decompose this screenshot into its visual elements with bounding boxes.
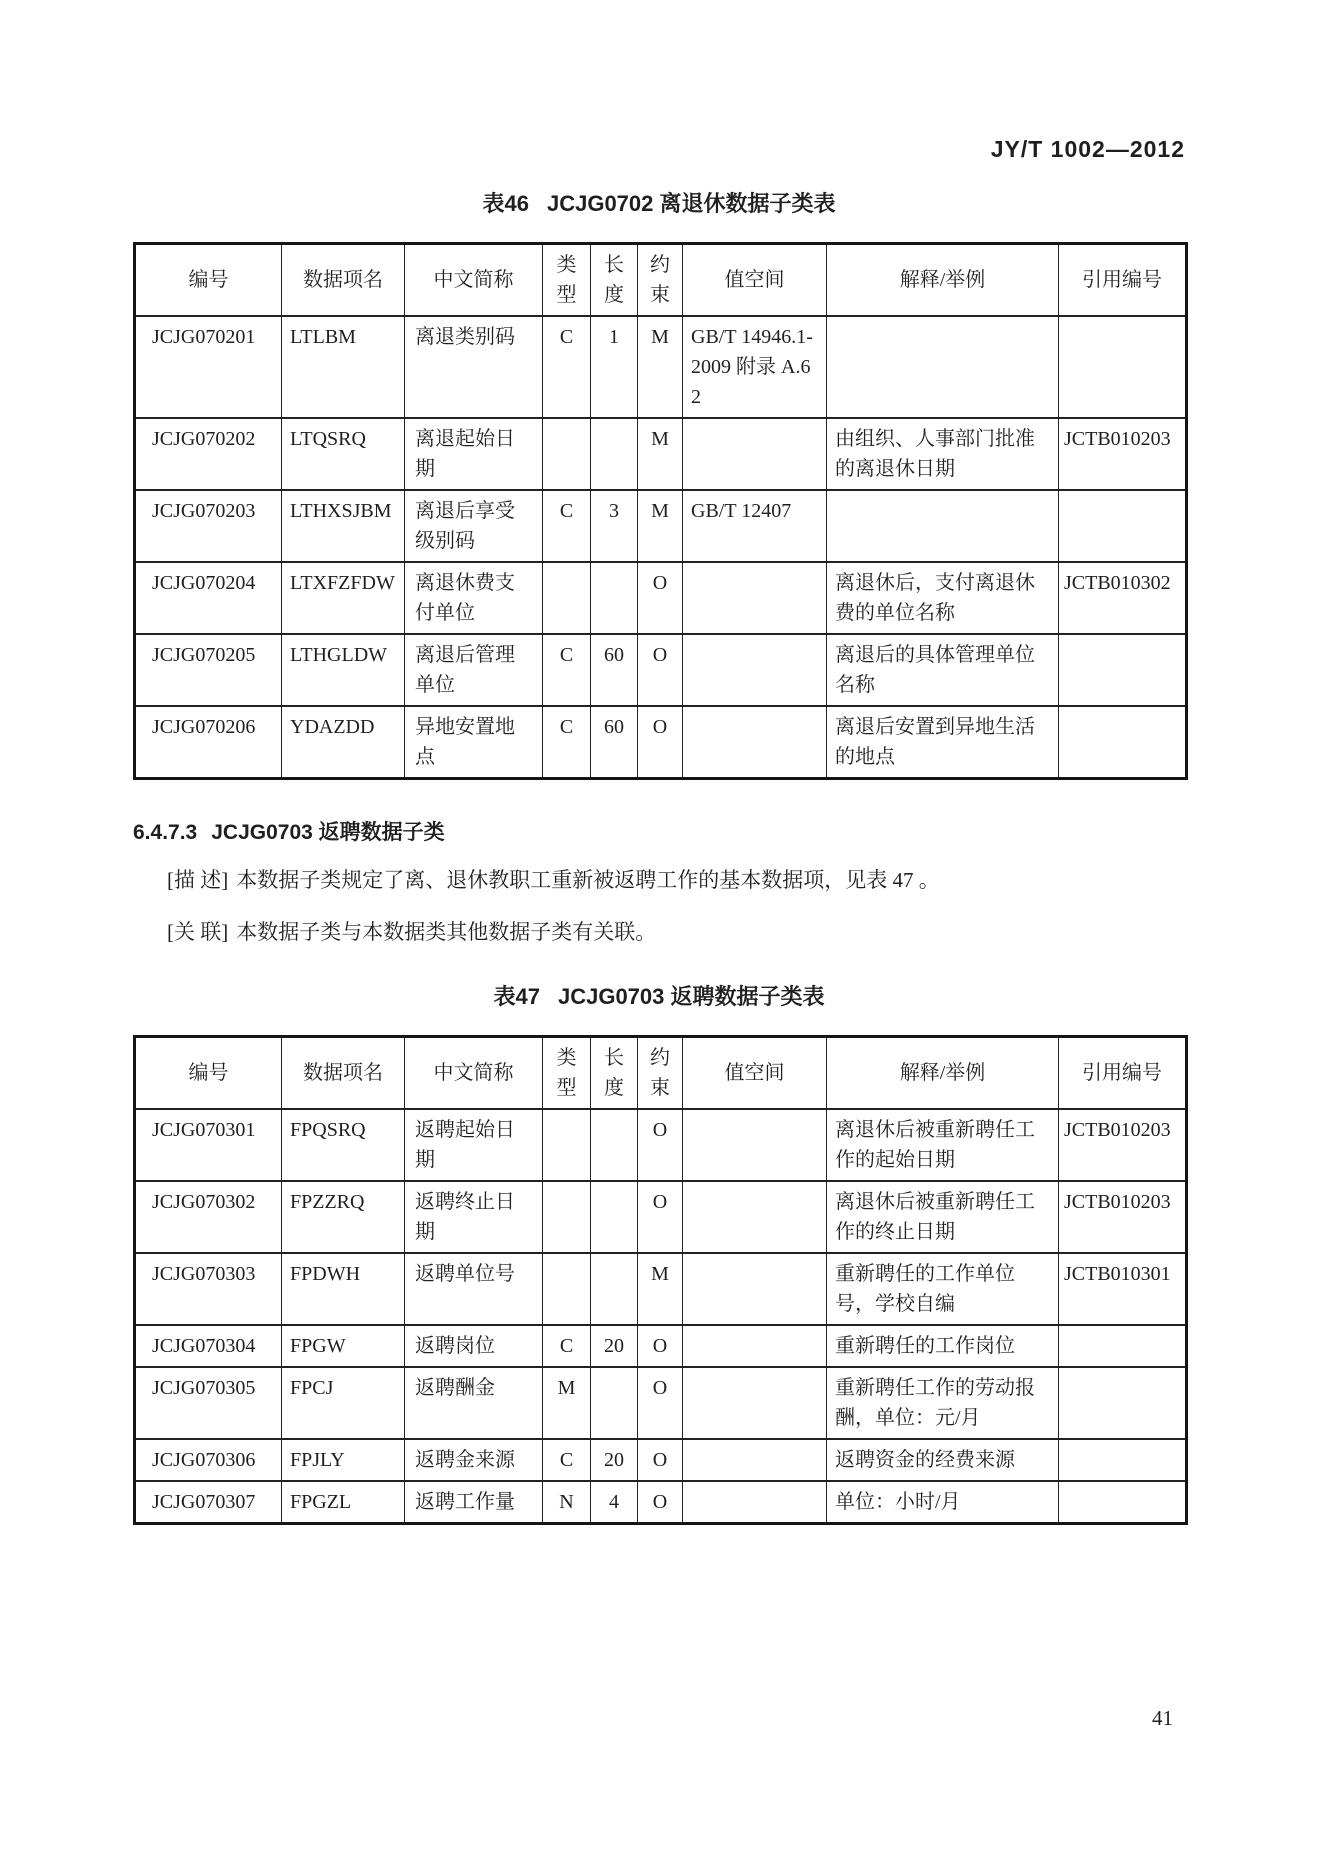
table-cell: 离退休后，支付离退休费的单位名称	[827, 562, 1059, 634]
table-cell: 离退休费支付单位	[405, 562, 543, 634]
description-text: 本数据子类规定了离、退休教职工重新被返聘工作的基本数据项，见表 47 。	[236, 868, 940, 892]
table-row	[135, 562, 1187, 634]
table-row	[135, 1439, 1187, 1481]
table-46-retirement-data-subclass	[133, 242, 1188, 780]
table-cell: 离退类别码	[405, 316, 543, 418]
table-cell: JCTB010301	[1059, 1253, 1187, 1325]
table-cell: JCTB010302	[1059, 562, 1187, 634]
table-cell	[1059, 706, 1187, 779]
table-cell: JCJG070204	[135, 562, 282, 634]
table-cell	[683, 1439, 827, 1481]
table-cell: 返聘酬金	[405, 1367, 543, 1439]
table-cell: O	[638, 1439, 683, 1481]
column-header: 长度	[591, 244, 638, 317]
table-cell: M	[543, 1367, 591, 1439]
table-cell: 返聘工作量	[405, 1481, 543, 1524]
table-cell	[1059, 1367, 1187, 1439]
table-cell: JCJG070203	[135, 490, 282, 562]
column-header: 中文简称	[405, 1037, 543, 1110]
table-cell: JCJG070205	[135, 634, 282, 706]
table-cell: JCJG070202	[135, 418, 282, 490]
table-cell	[683, 1109, 827, 1181]
table-cell	[683, 634, 827, 706]
table-cell: FPCJ	[282, 1367, 405, 1439]
column-header: 编号	[135, 1037, 282, 1110]
table-cell	[827, 316, 1059, 418]
column-header: 解释/举例	[827, 1037, 1059, 1110]
table-cell: JCTB010203	[1059, 1181, 1187, 1253]
table-row	[135, 490, 1187, 562]
table-row	[135, 1181, 1187, 1253]
table-cell: JCJG070303	[135, 1253, 282, 1325]
table-cell: 离退后管理单位	[405, 634, 543, 706]
relation-text: 本数据子类与本数据类其他数据子类有关联。	[236, 920, 657, 944]
table47-caption-number: 表47	[493, 984, 540, 1009]
table-cell	[591, 1109, 638, 1181]
table47-caption-title: JCJG0703 返聘数据子类表	[557, 984, 825, 1009]
section-heading	[133, 816, 1185, 846]
table-row	[135, 418, 1187, 490]
table-cell: 离退起始日期	[405, 418, 543, 490]
table-cell: YDAZDD	[282, 706, 405, 779]
table-cell: FPDWH	[282, 1253, 405, 1325]
table-cell	[1059, 1325, 1187, 1367]
column-header: 值空间	[683, 244, 827, 317]
table-cell: 返聘金来源	[405, 1439, 543, 1481]
table-cell: 20	[591, 1439, 638, 1481]
table-cell	[591, 1181, 638, 1253]
table-row	[135, 1367, 1187, 1439]
table-cell: 重新聘任的工作岗位	[827, 1325, 1059, 1367]
column-header: 长度	[591, 1037, 638, 1110]
relation-label: [关 联]	[167, 920, 229, 944]
table-cell: 离退休后被重新聘任工作的起始日期	[827, 1109, 1059, 1181]
table-cell: O	[638, 1181, 683, 1253]
table-cell: C	[543, 316, 591, 418]
table-cell: GB/T 14946.1-2009 附录 A.62	[683, 316, 827, 418]
column-header: 解释/举例	[827, 244, 1059, 317]
column-header: 数据项名	[282, 244, 405, 317]
table-cell: LTLBM	[282, 316, 405, 418]
table-cell: 返聘终止日期	[405, 1181, 543, 1253]
page-number: 41	[1152, 1706, 1173, 1730]
table-cell	[683, 1181, 827, 1253]
table-cell	[683, 1325, 827, 1367]
table-cell: JCJG070201	[135, 316, 282, 418]
document-code: JY/T 1002—2012	[990, 136, 1185, 162]
table-cell: O	[638, 562, 683, 634]
column-header: 编号	[135, 244, 282, 317]
description-paragraph	[133, 862, 1185, 898]
column-header: 引用编号	[1059, 1037, 1187, 1110]
table-cell: LTHGLDW	[282, 634, 405, 706]
table-row	[135, 706, 1187, 779]
table-cell: 由组织、人事部门批准的离退休日期	[827, 418, 1059, 490]
column-header: 类型	[543, 244, 591, 317]
table-cell: 离退后安置到异地生活的地点	[827, 706, 1059, 779]
table-cell: O	[638, 706, 683, 779]
table-cell: M	[638, 316, 683, 418]
table-cell	[543, 1181, 591, 1253]
table-47-rehire-data-subclass	[133, 1035, 1188, 1525]
table-cell: 返聘单位号	[405, 1253, 543, 1325]
table-cell	[683, 562, 827, 634]
table-cell: LTXFZFDW	[282, 562, 405, 634]
table-cell: JCJG070304	[135, 1325, 282, 1367]
table-cell	[683, 418, 827, 490]
table-cell: 1	[591, 316, 638, 418]
table-cell: 异地安置地点	[405, 706, 543, 779]
table-cell	[1059, 1481, 1187, 1524]
table-cell	[683, 1367, 827, 1439]
table-cell: JCJG070206	[135, 706, 282, 779]
table-cell: 60	[591, 634, 638, 706]
table-cell: JCJG070302	[135, 1181, 282, 1253]
table-cell: FPGW	[282, 1325, 405, 1367]
table-cell: O	[638, 1481, 683, 1524]
table-cell: N	[543, 1481, 591, 1524]
table-cell: C	[543, 634, 591, 706]
table-cell: C	[543, 490, 591, 562]
table-cell	[1059, 1439, 1187, 1481]
table-cell	[591, 562, 638, 634]
column-header: 约束	[638, 1037, 683, 1110]
table-row	[135, 1109, 1187, 1181]
column-header: 引用编号	[1059, 244, 1187, 317]
table-cell: 返聘资金的经费来源	[827, 1439, 1059, 1481]
table-row	[135, 634, 1187, 706]
table-cell: O	[638, 1325, 683, 1367]
table-cell: FPJLY	[282, 1439, 405, 1481]
table-cell	[1059, 316, 1187, 418]
table-cell	[591, 1367, 638, 1439]
table-cell: C	[543, 1325, 591, 1367]
table-row	[135, 1325, 1187, 1367]
table-cell: C	[543, 1439, 591, 1481]
table-cell: JCJG070305	[135, 1367, 282, 1439]
table-cell: FPZZRQ	[282, 1181, 405, 1253]
table-cell: 返聘起始日期	[405, 1109, 543, 1181]
section-title: JCJG0703 返聘数据子类	[211, 821, 445, 844]
table-cell: LTQSRQ	[282, 418, 405, 490]
table-cell	[683, 1253, 827, 1325]
table-cell	[591, 418, 638, 490]
table46-caption-number: 表46	[482, 191, 529, 216]
table-cell: 重新聘任的工作单位号，学校自编	[827, 1253, 1059, 1325]
table-header-row	[135, 1037, 1187, 1110]
column-header: 中文简称	[405, 244, 543, 317]
table-header-row	[135, 244, 1187, 317]
relation-paragraph	[133, 914, 1185, 950]
table-cell: 离退后的具体管理单位名称	[827, 634, 1059, 706]
table-row	[135, 316, 1187, 418]
table-cell	[543, 562, 591, 634]
table-cell: O	[638, 1367, 683, 1439]
table-row	[135, 1253, 1187, 1325]
table-cell: 离退休后被重新聘任工作的终止日期	[827, 1181, 1059, 1253]
table-cell: M	[638, 1253, 683, 1325]
table-cell	[543, 418, 591, 490]
table-cell: 3	[591, 490, 638, 562]
table-cell: 重新聘任工作的劳动报酬，单位：元/月	[827, 1367, 1059, 1439]
table-cell	[683, 1481, 827, 1524]
table-cell: JCTB010203	[1059, 418, 1187, 490]
table-cell: 20	[591, 1325, 638, 1367]
table-cell: C	[543, 706, 591, 779]
table-cell: JCJG070306	[135, 1439, 282, 1481]
column-header: 数据项名	[282, 1037, 405, 1110]
column-header: 类型	[543, 1037, 591, 1110]
table-cell: M	[638, 418, 683, 490]
description-label: [描 述]	[167, 868, 229, 892]
table-cell	[683, 706, 827, 779]
table-cell: JCJG070301	[135, 1109, 282, 1181]
table-cell: JCTB010203	[1059, 1109, 1187, 1181]
section-number: 6.4.7.3	[133, 821, 198, 844]
table-cell: GB/T 12407	[683, 490, 827, 562]
table46-caption	[133, 187, 1185, 218]
table-cell	[1059, 634, 1187, 706]
table-cell: JCJG070307	[135, 1481, 282, 1524]
table-cell	[1059, 490, 1187, 562]
table-row	[135, 1481, 1187, 1524]
table-cell: FPGZL	[282, 1481, 405, 1524]
table-cell: 4	[591, 1481, 638, 1524]
table-cell: 返聘岗位	[405, 1325, 543, 1367]
table47-caption	[133, 980, 1185, 1011]
table-cell	[543, 1253, 591, 1325]
table-cell: 离退后享受级别码	[405, 490, 543, 562]
table-cell: O	[638, 634, 683, 706]
table-cell: 60	[591, 706, 638, 779]
table-cell	[543, 1109, 591, 1181]
column-header: 值空间	[683, 1037, 827, 1110]
table-cell: FPQSRQ	[282, 1109, 405, 1181]
table-cell: O	[638, 1109, 683, 1181]
table-cell: LTHXSJBM	[282, 490, 405, 562]
table-cell: 单位：小时/月	[827, 1481, 1059, 1524]
table-cell: M	[638, 490, 683, 562]
table-cell	[591, 1253, 638, 1325]
table-cell	[827, 490, 1059, 562]
table46-caption-title: JCJG0702 离退休数据子类表	[546, 191, 836, 216]
column-header: 约束	[638, 244, 683, 317]
